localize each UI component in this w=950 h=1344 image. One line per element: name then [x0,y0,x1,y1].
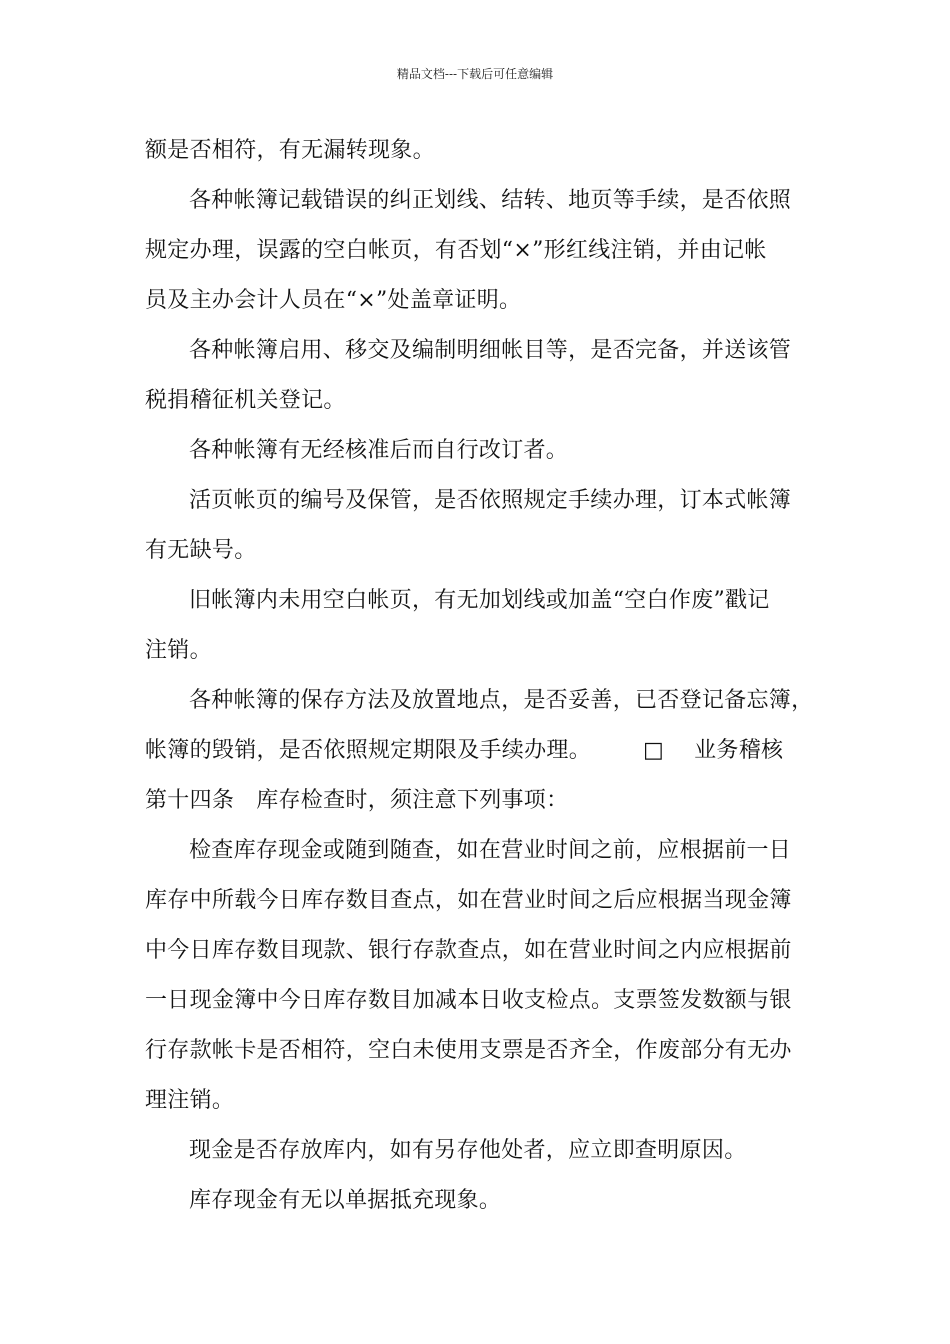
paragraph-start: 各种帐簿记载错误的纠正划线、结转、地页等手续，是否依照 [189,188,792,213]
text-line: 理注销。 [145,1088,235,1113]
document-body [145,126,825,1226]
text-line: 员及主办会计人员在“×”处盖章证明。 [145,288,522,313]
text-line: 税捐稽征机关登记。 [145,388,346,413]
checkbox-glyph: □ [643,738,665,763]
text-line [145,776,825,826]
paragraph-start: 各种帐簿启用、移交及编制明细帐目等，是否完备，并送该管 [189,338,792,363]
paragraph-start: 检查库存现金或随到随查，如在营业时间之前，应根据前一日 [189,838,792,863]
text-line: 注销。 [145,638,212,663]
paragraph-start: 活页帐页的编号及保管，是否依照规定手续办理，订本式帐簿 [189,488,792,513]
paragraph-start: 现金是否存放库内，如有另存他处者，应立即查明原因。 [189,1138,747,1163]
text-line [145,726,825,776]
text-line: 行存款帐卡是否相符，空白未使用支票是否齐全，作废部分有无办 [145,1038,792,1063]
paragraph-start: 各种帐簿的保存方法及放置地点，是否妥善，已否登记备忘簿， [189,688,814,713]
article-number: 第十四条 [145,788,235,813]
section-heading: 业务稽核 [694,738,784,763]
paragraph-start: 库存现金有无以单据抵充现象。 [189,1188,502,1213]
text-line: 中今日库存数目现款、银行存款查点，如在营业时间之内应根据前 [145,938,792,963]
text-segment: 库存检查时，须注意下列事项： [256,788,569,813]
text-line: 一日现金簿中今日库存数目加减本日收支检点。支票签发数额与银 [145,988,792,1013]
text-line: 额是否相符，有无漏转现象。 [145,138,435,163]
paragraph-start: 旧帐簿内未用空白帐页，有无加划线或加盖“空白作废”戳记 [189,588,770,613]
paragraph-start: 各种帐簿有无经核准后而自行改订者。 [189,438,569,463]
text-line: 库存中所载今日库存数目查点，如在营业时间之后应根据当现金簿 [145,888,792,913]
text-line: 有无缺号。 [145,538,257,563]
text-segment: 帐簿的毁销，是否依照规定期限及手续办理。 [145,738,592,763]
text-line: 规定办理，误露的空白帐页，有否划“×”形红线注销，并由记帐 [145,238,767,263]
page-header: 精品文档---下载后可任意编辑 [396,67,554,81]
